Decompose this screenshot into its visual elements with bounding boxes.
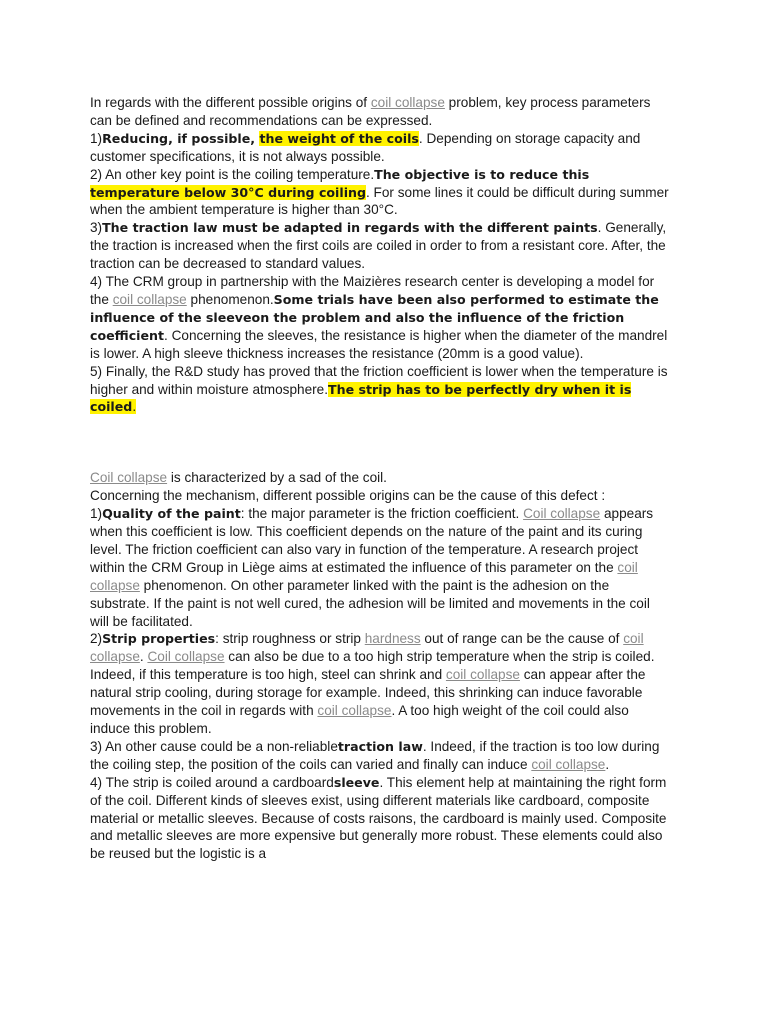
body-text: 3) An other cause could be a non-reliable <box>90 738 338 754</box>
bold-text: sleeve <box>333 774 380 790</box>
paragraph <box>90 487 670 505</box>
body-text: . <box>605 756 610 772</box>
body-text: 1) <box>90 506 103 522</box>
body-text: Concerning the mechanism, different possible origins can be the cause of this defect : <box>90 488 606 504</box>
body-text: 5) Finally, the R&D study has proved that the friction coefficient is lower when the temperature is higher and within moisture atmosphere. <box>90 363 668 397</box>
body-text: out of range can be the cause of <box>420 631 624 647</box>
bold-text: traction law <box>337 738 423 754</box>
body-text: phenomenon. On other parameter linked with the paint is the adhesion on the substrate. If the paint is not well cured, the adhesion will be limited and movements in the coil will be facilitated. <box>90 577 650 629</box>
highlighted-text: the weight of the coils <box>259 130 419 146</box>
highlighted-text: . <box>132 399 137 415</box>
paragraph <box>90 166 670 220</box>
bold-text: Reducing, if possible, <box>102 130 260 146</box>
glossary-link[interactable]: coil collapse <box>531 756 606 772</box>
section-spacer <box>90 416 670 469</box>
glossary-link[interactable]: coil collapse <box>370 95 445 110</box>
glossary-link[interactable]: coil collapse <box>90 559 638 593</box>
body-text: is characterized by a sad of the coil. <box>167 470 387 486</box>
section-recommendations <box>90 94 670 416</box>
body-text: 2) An other key point is the coiling temperature. <box>90 166 375 182</box>
body-text: . Generally, the traction is increased when the first coils are coiled in order to from a resistant core. After, the traction can be decreased to standard values. <box>90 220 667 272</box>
body-text: . <box>139 649 148 665</box>
glossary-link[interactable]: hardness <box>364 631 421 647</box>
body-text: appears when this coefficient is low. This coefficient depends on the nature of the paint and its curing level. The friction coefficient can also vary in function of the temperature. A research project within the CRM Group in Liège aims at estimated the influence of this parameter on the <box>90 506 654 575</box>
body-text: . Depending on storage capacity and customer specifications, it is not always possible. <box>90 130 641 164</box>
glossary-link[interactable]: coil collapse <box>112 291 187 307</box>
body-text: can also be due to a too high strip temperature when the strip is coiled. Indeed, if this temperature is too high, steel can shrink and <box>90 649 655 683</box>
paragraph <box>90 363 670 417</box>
body-text: : strip roughness or strip <box>215 631 365 647</box>
body-text: 4) The strip is coiled around a cardboard <box>90 774 334 790</box>
glossary-link[interactable]: coil collapse <box>90 631 644 665</box>
body-text: . Indeed, if the traction is too low during the coiling step, the position of the coils can varied and finally can induce <box>90 738 660 772</box>
body-text: . Concerning the sleeves, the resistance is higher when the diameter of the mandrel is lower. A high sleeve thickness increases the resistance (20mm is a good value). <box>90 327 668 361</box>
paragraph <box>90 273 670 363</box>
paragraph <box>90 738 670 774</box>
bold-text: The traction law must be adapted in regards with the different paints <box>102 220 598 236</box>
body-text: In regards with the different possible origins of <box>90 95 371 110</box>
body-text: 4) The CRM group in partnership with the Maizières research center is developing a model for the <box>90 274 655 307</box>
glossary-link[interactable]: coil collapse <box>317 703 392 719</box>
highlighted-text: temperature below 30°C during coiling <box>90 184 366 200</box>
bold-text: Quality of the paint <box>102 506 241 522</box>
glossary-link[interactable]: Coil collapse <box>523 506 601 522</box>
glossary-link[interactable]: Coil collapse <box>147 649 225 665</box>
bold-text: The objective is to reduce this <box>374 166 590 182</box>
section-mechanism <box>90 469 670 863</box>
highlighted-text: The strip has to be perfectly dry when it is coiled <box>90 381 632 415</box>
bold-text: Some trials have been also performed to estimate the influence of the sleeveon the problem and also the influence of the friction coefficient <box>90 291 659 343</box>
paragraph <box>90 219 670 273</box>
paragraph <box>90 774 670 864</box>
body-text: 2) <box>90 631 103 647</box>
body-text: : the major parameter is the friction coefficient. <box>240 506 524 522</box>
body-text: . For some lines it could be difficult during summer when the ambient temperature is higher than 30°C. <box>90 184 669 218</box>
paragraph <box>90 130 670 166</box>
glossary-link[interactable]: coil collapse <box>445 667 520 683</box>
glossary-link[interactable]: Coil collapse <box>90 470 168 486</box>
body-text: problem, key process parameters can be defined and recommendations can be expressed. <box>90 95 651 128</box>
body-text: . This element help at maintaining the right form of the coil. Different kinds of sleeves exist, using different materials like cardboard, composite material or metallic sleeves. Because of costs raisons, the cardboard is mainly used. Composite and metallic sleeves are more expensive but generally more robust. These elements could also be reused but the logistic is a <box>90 774 667 862</box>
bold-text: Strip properties <box>102 631 216 647</box>
body-text: can appear after the natural strip cooling, during storage for example. Indeed, this shrinking can induce favorable movements in the coil in regards with <box>90 667 646 719</box>
paragraph <box>90 505 670 630</box>
document-page <box>90 94 670 863</box>
body-text: phenomenon. <box>186 291 274 307</box>
paragraph <box>90 469 670 487</box>
paragraph <box>90 94 670 130</box>
body-text: 1) <box>90 130 103 146</box>
paragraph <box>90 630 670 737</box>
body-text: 3) <box>90 220 103 236</box>
body-text: . A too high weight of the coil could also induce this problem. <box>90 703 629 736</box>
